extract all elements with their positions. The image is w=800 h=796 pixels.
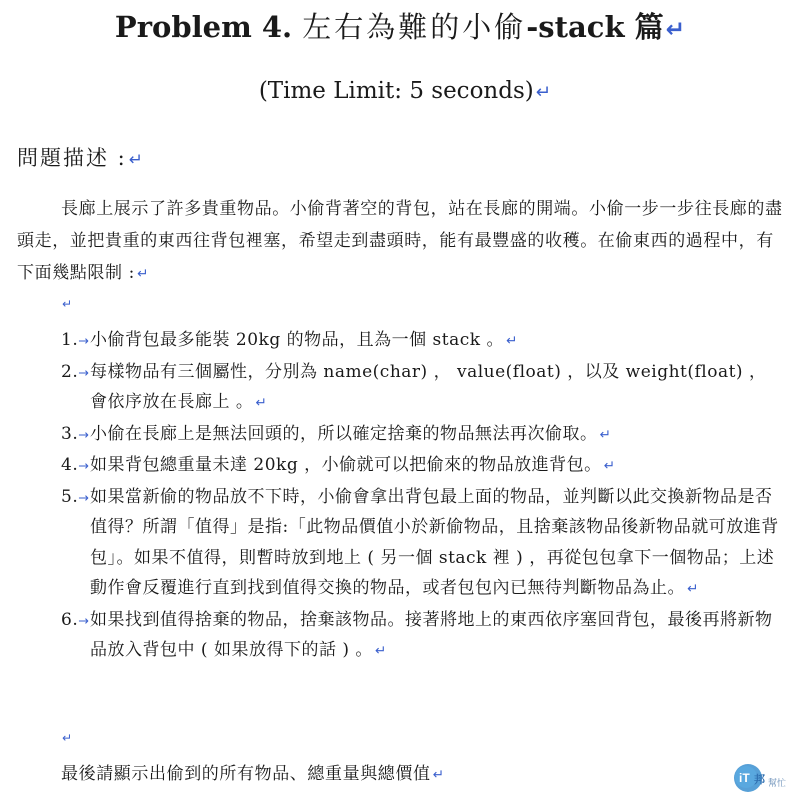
list-item — [61, 357, 781, 419]
list-number: 5.→ — [61, 486, 90, 507]
list-item — [61, 450, 781, 482]
paragraph-mark-icon: ↵ — [505, 333, 518, 349]
tab-arrow-icon: → — [78, 365, 90, 381]
closing-text: 最後請顯示出偷到的所有物品、總重量與總價值 — [61, 764, 431, 784]
title-cjk: 左右為難的小偷 — [302, 10, 527, 44]
list-number: 1.→ — [61, 330, 90, 350]
paragraph-mark-icon: ↵ — [136, 266, 149, 282]
paragraph-mark-icon: ↵ — [687, 581, 699, 597]
paragraph-mark-icon: ↵ — [603, 458, 616, 474]
paragraph-mark-icon: ↵ — [599, 426, 612, 443]
list-number: 2.→ — [61, 361, 90, 382]
list-item — [61, 482, 781, 605]
tab-arrow-icon: → — [78, 334, 90, 349]
list-item-text: 小偷在長廊上是無法回頭的，所以確定捨棄的物品無法再次偷取。 — [90, 423, 598, 444]
list-item-text: 如果當新偷的物品放不下時，小偷會拿出背包最上面的物品，並判斷以此交換新物品是否值得？所謂「值得」是指:「此物品價值小於新偷物品，且捨棄該物品後新物品就可放進背包」。如果不值得，則暫時放到地上 ( 另一個 stack 裡 ) ，再從包包拿下一個物品；上述動作會反覆進行直到找到值得交換的物品，或者包包內已無待判斷物品為止。 — [90, 486, 779, 598]
problem-title — [0, 10, 800, 47]
svg-text:邦: 邦 — [754, 773, 765, 786]
paragraph-mark-icon: ↵ — [665, 16, 686, 43]
empty-paragraph — [60, 292, 72, 315]
ithome-watermark-logo — [730, 762, 796, 794]
title-prefix: Problem 4. — [114, 10, 293, 44]
svg-text:幫忙: 幫忙 — [768, 779, 787, 789]
paragraph-mark-icon: ↵ — [62, 297, 73, 311]
section-heading — [17, 143, 145, 174]
list-item — [61, 325, 781, 357]
svg-text:iT: iT — [739, 771, 750, 785]
closing-paragraph — [61, 759, 445, 790]
list-item-text: 如果背包總重量未達 20kg ，小偷就可以把偷來的物品放進背包。 — [90, 455, 602, 475]
empty-paragraph — [60, 726, 72, 749]
intro-paragraph — [17, 193, 785, 290]
list-item-text: 如果找到值得捨棄的物品，捨棄該物品。接著將地上的東西依序塞回背包，最後再將新物品放入背包中 ( 如果放得下的話 ) 。 — [90, 609, 773, 660]
tab-arrow-icon: → — [78, 490, 90, 506]
paragraph-mark-icon: ↵ — [432, 767, 445, 783]
tab-arrow-icon: → — [78, 613, 90, 629]
list-number: 6.→ — [61, 609, 90, 630]
intro-text: 長廊上展示了許多貴重物品。小偷背著空的背包，站在長廊的開端。小偷一步一步往長廊的盡頭走，並把貴重的東西往背包裡塞，希望走到盡頭時，能有最豐盛的收穫。在偷東西的過程中，有下面幾點限制 : — [17, 199, 783, 283]
rules-list — [61, 325, 781, 667]
time-limit-text: (Time Limit: 5 seconds) — [258, 78, 534, 104]
tab-arrow-icon: → — [78, 427, 90, 443]
title-suffix: -stack 篇 — [526, 10, 664, 44]
list-number: 3.→ — [61, 423, 90, 444]
list-number: 4.→ — [61, 455, 90, 475]
list-item — [61, 605, 781, 667]
paragraph-mark-icon: ↵ — [62, 731, 73, 745]
list-item — [61, 419, 781, 451]
paragraph-mark-icon: ↵ — [128, 149, 145, 169]
paragraph-mark-icon: ↵ — [535, 82, 552, 103]
paragraph-mark-icon: ↵ — [374, 643, 387, 659]
section-heading-text: 問題描述 : — [17, 146, 127, 170]
list-item-text: 小偷背包最多能裝 20kg 的物品，且為一個 stack 。 — [90, 330, 504, 350]
list-item-text: 每樣物品有三個屬性，分別為 name(char) ， value(float) ，以及 weight(float) ，會依序放在長廊上 。 — [90, 361, 767, 412]
tab-arrow-icon: → — [78, 459, 90, 474]
time-limit — [0, 76, 800, 108]
paragraph-mark-icon: ↵ — [255, 395, 268, 411]
